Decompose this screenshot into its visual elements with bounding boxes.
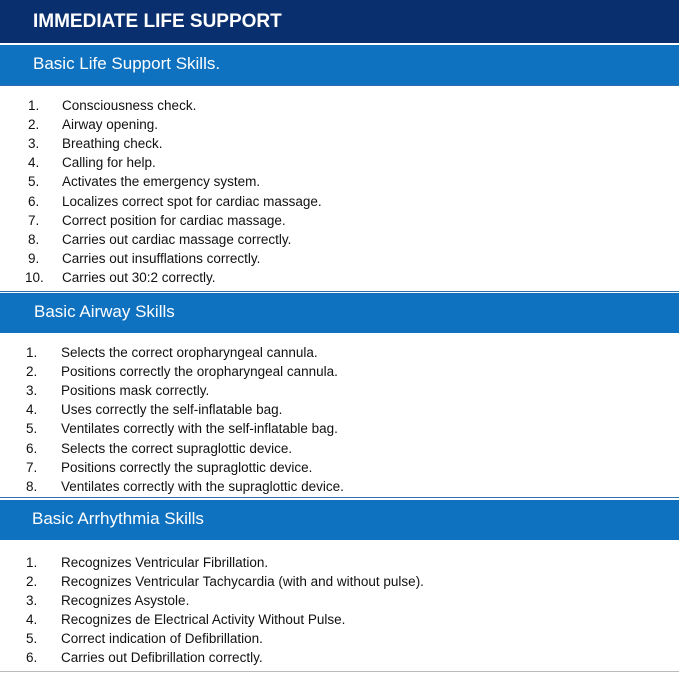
item-text: Ventilates correctly with the supraglottic device. xyxy=(61,478,344,494)
section-header-basic-arrhythmia xyxy=(0,500,679,540)
item-text: Uses correctly the self-inflatable bag. xyxy=(61,402,283,418)
item-number: 5. xyxy=(28,174,40,190)
item-text: Recognizes Asystole. xyxy=(61,593,190,608)
item-text: Correct position for cardiac massage. xyxy=(62,212,286,228)
item-text: Carries out Defibrillation correctly. xyxy=(61,650,263,665)
item-number: 5. xyxy=(26,631,38,646)
item-number: 2. xyxy=(26,364,38,380)
item-number: 6. xyxy=(28,193,40,209)
section-heading: Basic Life Support Skills. xyxy=(33,54,221,73)
item-number: 3. xyxy=(26,383,38,399)
item-number: 6. xyxy=(26,440,38,456)
item-number: 3. xyxy=(28,136,40,152)
item-text: Localizes correct spot for cardiac massage. xyxy=(62,193,322,209)
item-number: 4. xyxy=(26,612,38,627)
section-header-basic-life-support xyxy=(0,45,679,85)
section-heading: Basic Airway Skills xyxy=(34,302,175,321)
item-number: 1. xyxy=(28,98,40,113)
item-number: 8. xyxy=(28,231,40,247)
item-number: 1. xyxy=(26,555,38,570)
item-text: Carries out cardiac massage correctly. xyxy=(62,231,292,247)
item-text: Positions correctly the oropharyngeal cannula. xyxy=(61,364,338,380)
item-number: 5. xyxy=(26,421,38,437)
item-number: 9. xyxy=(28,250,40,266)
item-text: Recognizes de Electrical Activity Without Pulse. xyxy=(61,612,346,627)
item-number: 4. xyxy=(26,402,38,418)
item-text: Selects the correct oropharyngeal cannula. xyxy=(61,345,318,360)
item-text: Activates the emergency system. xyxy=(62,174,261,190)
item-number: 7. xyxy=(28,212,40,228)
divider xyxy=(0,85,679,86)
item-number: 1. xyxy=(26,345,38,360)
item-text: Carries out insufflations correctly. xyxy=(62,250,261,266)
section-header-basic-airway xyxy=(0,293,679,333)
item-text: Calling for help. xyxy=(62,155,156,171)
divider xyxy=(0,291,679,292)
item-text: Correct indication of Defibrillation. xyxy=(61,631,263,646)
item-text: Positions mask correctly. xyxy=(61,383,210,399)
section-heading: Basic Arrhythmia Skills xyxy=(32,509,204,528)
item-number: 6. xyxy=(26,650,38,665)
item-text: Airway opening. xyxy=(62,117,159,133)
title-bar xyxy=(0,0,679,43)
divider xyxy=(0,497,679,498)
item-text: Ventilates correctly with the self-inflatable bag. xyxy=(61,421,338,437)
item-text: Selects the correct supraglottic device. xyxy=(61,440,293,456)
item-text: Consciousness check. xyxy=(62,98,197,113)
item-text: Carries out 30:2 correctly. xyxy=(62,269,216,285)
item-number: 10. xyxy=(25,269,44,285)
page-title: IMMEDIATE LIFE SUPPORT xyxy=(33,11,282,32)
item-text: Recognizes Ventricular Fibrillation. xyxy=(61,555,269,570)
item-text: Positions correctly the supraglottic device. xyxy=(61,459,313,475)
item-text: Recognizes Ventricular Tachycardia (with and without pulse). xyxy=(61,574,424,589)
item-number: 4. xyxy=(28,155,40,171)
divider xyxy=(0,671,679,672)
item-number: 8. xyxy=(26,478,38,494)
item-number: 2. xyxy=(26,574,38,589)
item-number: 2. xyxy=(28,117,40,133)
item-number: 7. xyxy=(26,459,38,475)
item-number: 3. xyxy=(26,593,38,608)
item-text: Breathing check. xyxy=(62,136,163,152)
